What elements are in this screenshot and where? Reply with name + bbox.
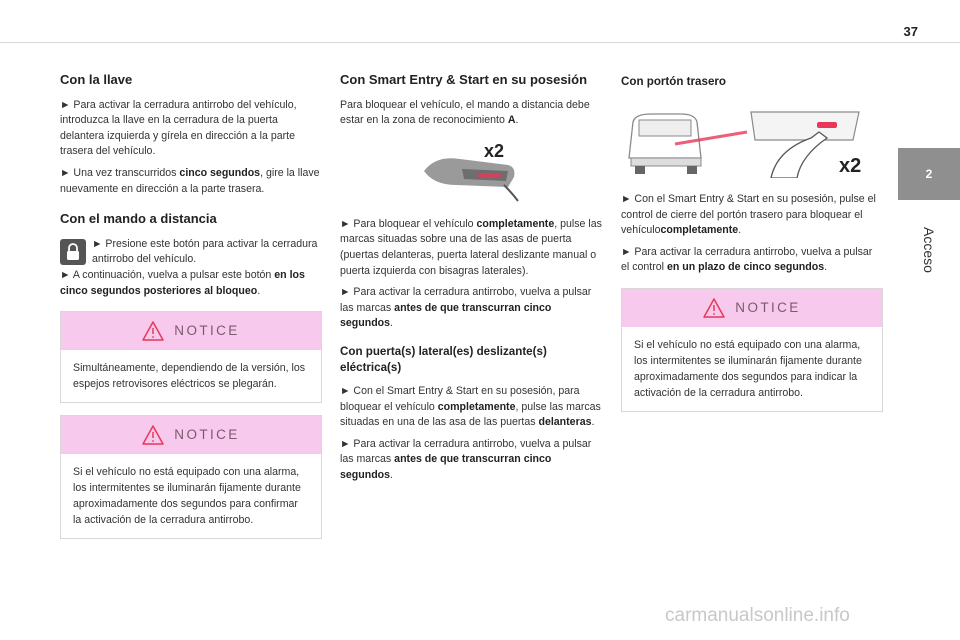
notice-box-tailgate-alarm <box>621 288 883 412</box>
page-number: 37 <box>903 24 918 39</box>
notice-box-mirrors <box>60 311 322 403</box>
paragraph-puerta-2: ► Para activar la cerradura antirrobo, vuelva a pulsar las marcas antes de que transcurran cinco segundos. <box>340 437 592 481</box>
paragraph-porton-1: ► Con el Smart Entry & Start en su posesión, pulse el control de cierre del portón trasero para bloquear el vehículocompletamente. <box>621 193 876 237</box>
lock-button-instruction <box>60 237 322 268</box>
heading-con-la-llave: Con la llave <box>60 72 133 87</box>
paragraph-puerta-1: ► Con el Smart Entry & Start en su posesión, para bloquear el vehículo completamente, pulse las marcas situadas en una de las asa de las puertas delanteras. <box>340 384 601 429</box>
header-divider <box>0 42 960 43</box>
paragraph-smart-3: ► Para activar la cerradura antirrobo, vuelva a pulsar las marcas antes de que transcurran cinco segundos. <box>340 286 592 330</box>
paragraph-smart-1: Para bloquear el vehículo, el mando a distancia debe estar en la zona de reconocimiento A. <box>340 98 590 127</box>
press-twice-label: x2 <box>839 155 862 177</box>
chapter-tab[interactable] <box>898 148 960 200</box>
paragraph-smart-2: ► Para bloquear el vehículo completamente, pulse las marcas situadas sobre una de las asas de puerta (puertas delanteras, puerta lateral deslizante manual o puerta izquierda con bisagras laterales). <box>340 217 602 277</box>
notice-header <box>61 312 321 350</box>
door-handle-figure <box>340 141 602 203</box>
notice-header <box>61 416 321 454</box>
warning-icon <box>703 298 725 318</box>
paragraph-mando-1: ► Presione este botón para activar la cerradura antirrobo del vehículo. <box>92 237 318 266</box>
notice-title: NOTICE <box>174 323 240 339</box>
warning-icon <box>142 321 164 341</box>
column-right <box>621 62 883 422</box>
paragraph-porton-2: ► Para activar la cerradura antirrobo, vuelva a pulsar el control en un plazo de cinco segundos. <box>621 245 873 274</box>
notice-body: Simultáneamente, dependiendo de la versión, los espejos retrovisores eléctricos se plegarán. <box>73 362 306 391</box>
chapter-label: Acceso <box>921 227 937 273</box>
column-middle <box>340 62 602 490</box>
lock-icon <box>60 239 86 265</box>
paragraph-llave-2: ► Una vez transcurridos cinco segundos, gire la llave nuevamente en dirección a la parte trasera. <box>60 166 320 195</box>
warning-icon <box>142 425 164 445</box>
paragraph-llave-1: ► Para activar la cerradura antirrobo del vehículo, introduzca la llave en la cerradura de la puerta delantera izquierda y gírela en dirección a la parte trasera del vehículo. <box>60 98 297 158</box>
notice-box-alarm <box>60 415 322 539</box>
heading-mando-distancia: Con el mando a distancia <box>60 211 217 227</box>
notice-header <box>622 289 882 327</box>
notice-body: Si el vehículo no está equipado con una alarma, los intermitentes se iluminarán fijamente durante aproximadamente dos segundos para confirmar la activación de la cerradura antirrobo. <box>73 466 301 527</box>
notice-body: Si el vehículo no está equipado con una alarma, los intermitentes se iluminarán fijamente durante aproximadamente dos segundos para indicar la activación de la cerradura antirrobo. <box>634 338 862 399</box>
column-left <box>60 62 322 549</box>
heading-puerta-lateral: Con puerta(s) lateral(es) deslizante(s) eléctrica(s) <box>340 344 547 374</box>
notice-title: NOTICE <box>735 300 801 316</box>
paragraph-mando-2: ► A continuación, vuelva a pulsar este botón en los cinco segundos posteriores al bloqueo. <box>60 268 305 297</box>
notice-title: NOTICE <box>174 427 240 443</box>
tailgate-figure <box>621 108 883 178</box>
press-twice-label: x2 <box>484 140 505 161</box>
heading-smart-entry: Con Smart Entry & Start en su posesión <box>340 72 588 87</box>
heading-porton-trasero: Con portón trasero <box>621 75 726 88</box>
chapter-number: 2 <box>925 167 933 181</box>
watermark: carmanualsonline.info <box>665 605 850 626</box>
